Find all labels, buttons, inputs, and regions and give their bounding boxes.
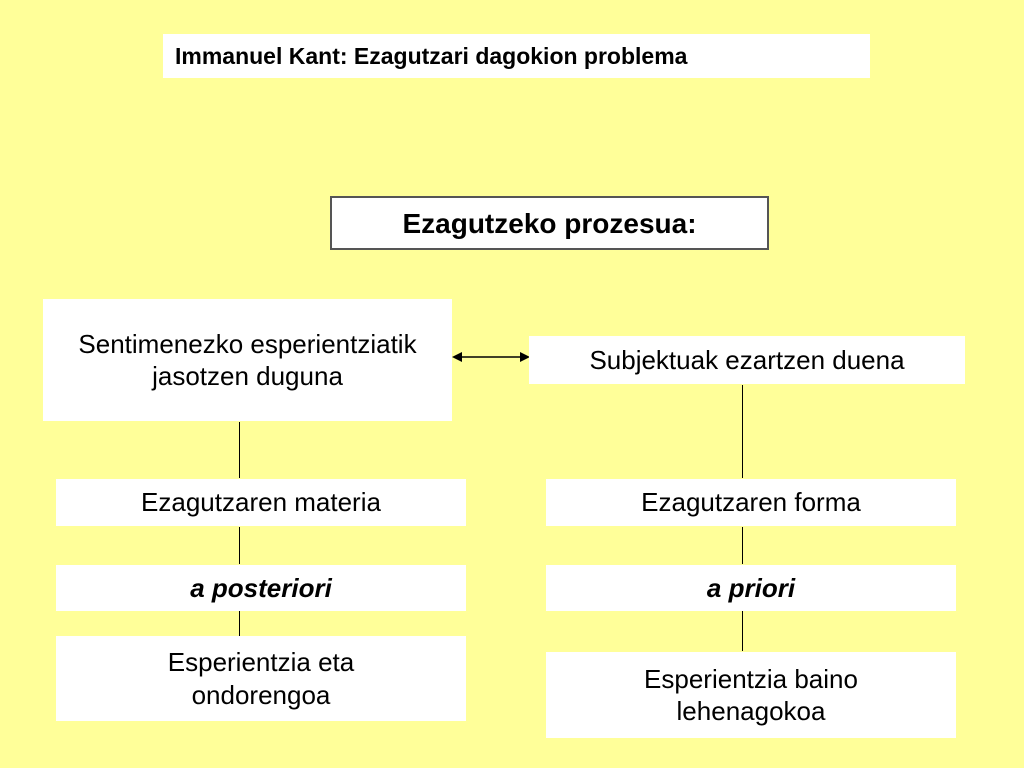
a-priori-box: a priori <box>546 565 956 611</box>
sensory-experience-box: Sentimenezko esperientziatik jasotzen duguna <box>43 299 452 421</box>
form-box: Ezagutzaren forma <box>546 479 956 526</box>
matter-box: Ezagutzaren materia <box>56 479 466 526</box>
process-heading: Ezagutzeko prozesua: <box>330 196 769 250</box>
a-posteriori-box: a posteriori <box>56 565 466 611</box>
after-experience-box: Esperientzia eta ondorengoa <box>56 636 466 721</box>
before-experience-box: Esperientzia baino lehenagokoa <box>546 652 956 738</box>
slide-title: Immanuel Kant: Ezagutzari dagokion problema <box>163 34 870 78</box>
subject-imposed-box: Subjektuak ezartzen duena <box>529 336 965 384</box>
